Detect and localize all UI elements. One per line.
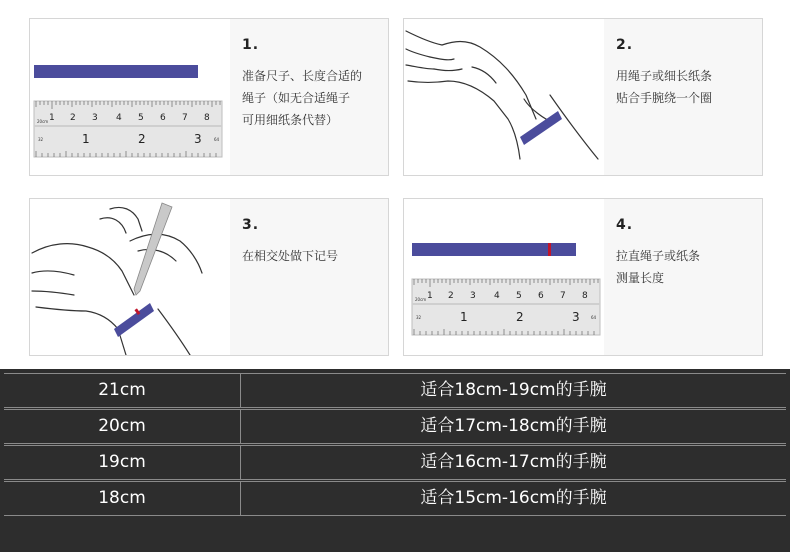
step-1-card — [29, 18, 389, 176]
svg-text:5: 5 — [516, 291, 522, 301]
svg-text:64: 64 — [214, 137, 220, 142]
table-row — [4, 409, 786, 444]
svg-text:20cm: 20cm — [37, 119, 49, 124]
hand-drawing — [406, 31, 598, 159]
step-2-illustration — [404, 19, 604, 175]
table-row — [4, 373, 786, 408]
step-4-card — [403, 198, 763, 356]
step-number: 1. — [242, 37, 260, 53]
size-cell: 20cm — [4, 410, 241, 443]
svg-text:64: 64 — [591, 315, 597, 320]
step-description: 用绳子或细长纸条 贴合手腕绕一个圈 — [616, 69, 713, 105]
fit-cell: 适合16cm-17cm的手腕 — [420, 452, 607, 472]
size-table — [0, 369, 790, 552]
step-number: 2. — [616, 37, 634, 53]
svg-text:20cm: 20cm — [415, 297, 427, 302]
svg-text:3: 3 — [92, 113, 98, 123]
fit-cell: 适合18cm-19cm的手腕 — [420, 380, 607, 400]
svg-text:8: 8 — [204, 113, 210, 123]
svg-text:3: 3 — [194, 132, 202, 146]
step-3-card — [29, 198, 389, 356]
paper-strip — [34, 65, 198, 78]
step-description: 准备尺子、长度合适的 绳子（如无合适绳子 可用细纸条代替） — [242, 69, 363, 127]
size-cell: 21cm — [4, 374, 241, 407]
step-description: 在相交处做下记号 — [242, 249, 339, 263]
svg-text:2: 2 — [448, 291, 454, 301]
fit-cell: 适合15cm-16cm的手腕 — [420, 488, 607, 508]
svg-text:32: 32 — [416, 315, 422, 320]
svg-text:7: 7 — [182, 113, 188, 123]
svg-text:3: 3 — [470, 291, 476, 301]
measure-mark — [548, 243, 551, 256]
table-row — [4, 481, 786, 516]
size-cell: 18cm — [4, 482, 241, 515]
pen — [134, 203, 172, 295]
step-2-card — [403, 18, 763, 176]
svg-text:32: 32 — [38, 137, 44, 142]
fit-cell: 适合17cm-18cm的手腕 — [420, 416, 607, 436]
svg-text:6: 6 — [538, 291, 544, 301]
svg-text:7: 7 — [560, 291, 566, 301]
step-1-illustration — [30, 19, 230, 175]
step-3-illustration — [30, 199, 230, 355]
svg-text:1: 1 — [427, 291, 433, 301]
svg-text:6: 6 — [160, 113, 166, 123]
step-4-illustration — [404, 199, 604, 355]
svg-text:2: 2 — [516, 310, 524, 324]
svg-text:3: 3 — [572, 310, 580, 324]
step-number: 4. — [616, 217, 634, 233]
size-cell: 19cm — [4, 446, 241, 479]
svg-text:4: 4 — [116, 113, 122, 123]
wrist-strip — [114, 303, 154, 337]
table-row — [4, 445, 786, 480]
svg-text:2: 2 — [138, 132, 146, 146]
svg-text:1: 1 — [49, 113, 55, 123]
paper-strip — [412, 243, 576, 256]
svg-text:1: 1 — [460, 310, 468, 324]
svg-text:1: 1 — [82, 132, 90, 146]
step-description: 拉直绳子或纸条 测量长度 — [616, 249, 701, 285]
svg-text:5: 5 — [138, 113, 144, 123]
step-number: 3. — [242, 217, 260, 233]
svg-text:4: 4 — [494, 291, 500, 301]
ruler-illustration — [412, 279, 600, 335]
svg-text:2: 2 — [70, 113, 76, 123]
ruler-illustration — [34, 101, 222, 157]
svg-text:8: 8 — [582, 291, 588, 301]
